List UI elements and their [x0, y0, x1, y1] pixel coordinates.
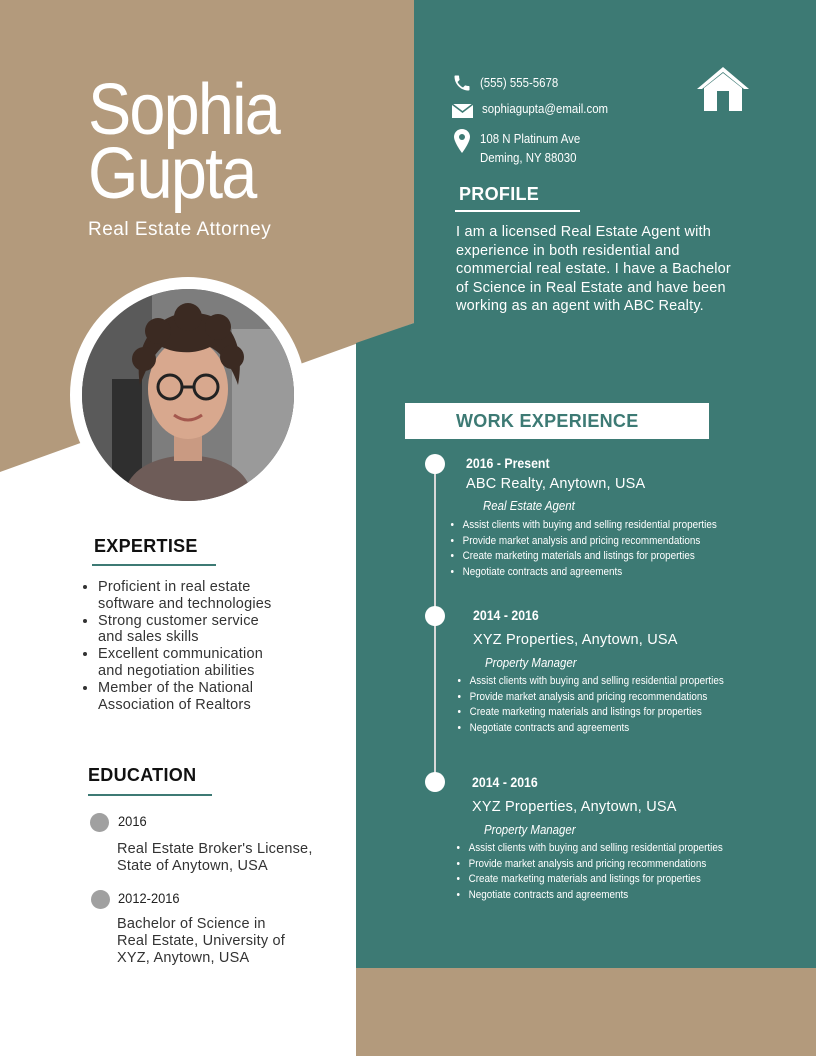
- portrait-illustration: [82, 289, 294, 501]
- phone-icon: [452, 73, 472, 93]
- job-duty: • Assist clients with buying and selling residential properties: [469, 841, 723, 857]
- job-dates: 2014 - 2016: [472, 774, 538, 790]
- last-name: Gupta: [88, 134, 256, 214]
- profile-text: [456, 223, 786, 316]
- job-dates: 2016 - Present: [466, 455, 550, 471]
- timeline-dot: [425, 454, 445, 474]
- education-bullet: [90, 813, 109, 832]
- house-icon: [695, 64, 751, 112]
- job-duty: • Create marketing materials and listings for properties: [463, 549, 717, 565]
- timeline-dot: [425, 606, 445, 626]
- work-experience-heading: WORK EXPERIENCE: [456, 411, 639, 431]
- job-duty: • Create marketing materials and listings for properties: [470, 705, 724, 721]
- education-year: 2016: [118, 813, 147, 829]
- expertise-item: • Excellent communication and negotiation abilities: [98, 646, 358, 680]
- profile-line: experience in both residential and: [456, 242, 680, 259]
- expertise-list: [78, 579, 358, 713]
- profile-heading: PROFILE: [459, 184, 540, 204]
- profile-line: working as an agent with ABC Realty.: [456, 298, 704, 314]
- job-company: XYZ Properties, Anytown, USA: [473, 632, 678, 648]
- education-detail: Bachelor of Science in Real Estate, University of XYZ, Anytown, USA: [117, 916, 285, 966]
- timeline-dot: [425, 772, 445, 792]
- job-duty: • Assist clients with buying and selling residential properties: [463, 518, 717, 534]
- job-duties: [456, 841, 723, 903]
- job-duty: • Negotiate contracts and agreements: [463, 565, 717, 581]
- contact-address-line1: 108 N Platinum Ave: [480, 131, 581, 146]
- profile-line: of Science in Real Estate and have been: [456, 279, 726, 296]
- job-role: Real Estate Agent: [483, 498, 575, 513]
- education-underline: [88, 794, 212, 796]
- contact-email: sophiagupta@email.com: [482, 101, 609, 116]
- first-name: Sophia: [88, 70, 279, 150]
- expertise-item: • Member of the National Association of Realtors: [98, 680, 358, 714]
- profile-underline: [455, 210, 580, 212]
- job-role: Property Manager: [484, 822, 576, 837]
- job-duties: [450, 518, 717, 580]
- expertise-heading: EXPERTISE: [94, 536, 198, 556]
- education-heading: EDUCATION: [88, 765, 197, 785]
- job-duty: • Negotiate contracts and agreements: [469, 888, 723, 904]
- job-duty: • Negotiate contracts and agreements: [470, 721, 724, 737]
- education-bullet: [91, 890, 110, 909]
- education-detail: Real Estate Broker's License, State of Anytown, USA: [117, 841, 313, 874]
- expertise-item: • Proficient in real estate software and technologies: [98, 579, 358, 613]
- location-pin-icon: [454, 129, 470, 153]
- job-role: Property Manager: [485, 655, 577, 670]
- contact-address-line2: Deming, NY 88030: [480, 150, 577, 165]
- job-duty: • Provide market analysis and pricing recommendations: [463, 534, 717, 550]
- profile-photo: [82, 289, 294, 501]
- education-year: 2012-2016: [118, 890, 180, 906]
- job-duty: • Provide market analysis and pricing recommendations: [470, 690, 724, 706]
- job-duties: [457, 674, 724, 736]
- job-dates: 2014 - 2016: [473, 607, 539, 623]
- job-company: XYZ Properties, Anytown, USA: [472, 799, 677, 815]
- job-duty: • Create marketing materials and listings for properties: [469, 872, 723, 888]
- tan-footer-block: [356, 968, 816, 1056]
- profile-line: commercial real estate. I have a Bachelor: [456, 261, 731, 277]
- profile-line: I am a licensed Real Estate Agent with: [456, 224, 712, 240]
- envelope-icon: [452, 102, 473, 118]
- work-experience-header-box: [405, 403, 709, 439]
- job-company: ABC Realty, Anytown, USA: [466, 476, 646, 492]
- expertise-item: • Strong customer service and sales skills: [98, 613, 358, 647]
- expertise-underline: [92, 564, 216, 566]
- job-title: Real Estate Attorney: [88, 219, 272, 240]
- contact-phone: (555) 555-5678: [480, 75, 559, 90]
- profile-photo-frame: [70, 277, 306, 513]
- job-duty: • Provide market analysis and pricing recommendations: [469, 857, 723, 873]
- job-duty: • Assist clients with buying and selling residential properties: [470, 674, 724, 690]
